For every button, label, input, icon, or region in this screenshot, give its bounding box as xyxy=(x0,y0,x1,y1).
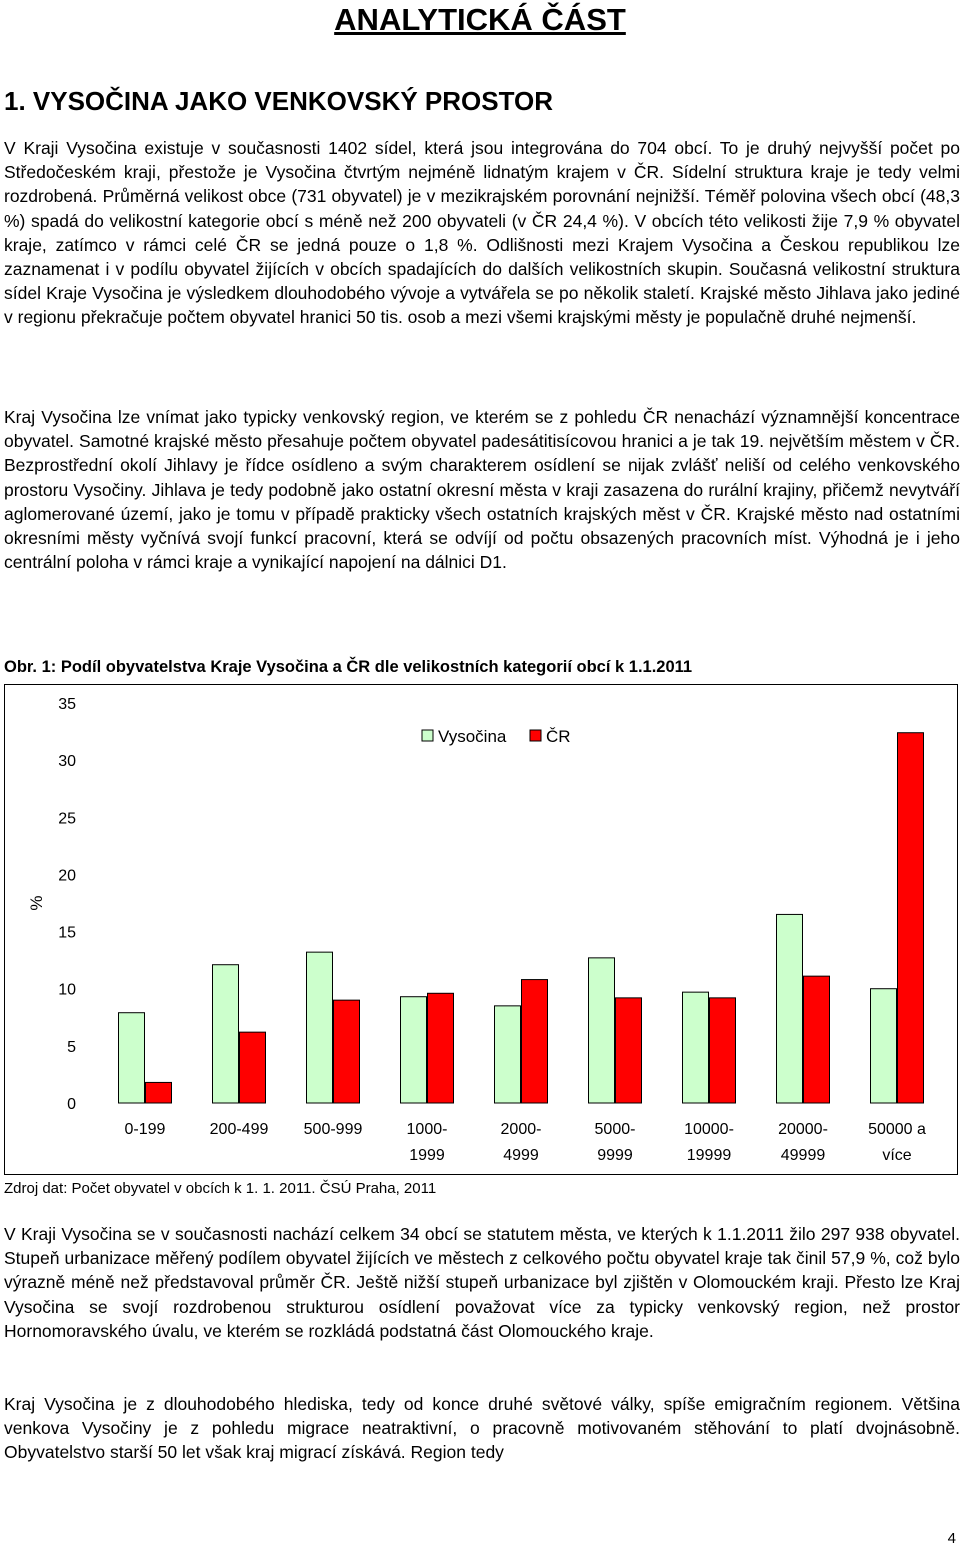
bar-vysocina xyxy=(307,952,333,1103)
x-category-label: 10000- xyxy=(684,1121,734,1138)
page-title: ANALYTICKÁ ČÁST xyxy=(334,2,626,37)
paragraph-2: Kraj Vysočina lze vnímat jako typicky venkovský region, ve kterém se z pohledu ČR nenachází významnější koncentrace obyvatel. Samotné krajské město přesahuje počtem obyvatel padesátitisícovou hranici a je tak 19. největším městem v ČR. Bezprostřední okolí Jihlavy je řídce osídleno a svým charakterem osídlení se nijak zvlášť neliší od celého venkovského prostoru Vysočiny. Jihlava je tedy podobně jako ostatní okresní města v kraji zasazena do rurální krajiny, přičemž nevytváří aglomerované území, jako je tomu v případě prakticky všech ostatních krajských měst v ČR. Krajské město nad ostatními okresními městy vyčnívá svojí funkcí pracovní, která se odvíjí od počtu obsazených pracovních míst. Výhodná je i jeho centrální poloha v rámci kraje a vynikající napojení na dálnici D1. xyxy=(4,407,960,573)
bar-cr xyxy=(522,980,548,1103)
legend-swatch xyxy=(422,730,433,741)
bar-cr xyxy=(334,1000,360,1103)
bar-cr xyxy=(804,976,830,1103)
x-category-label: 5000- xyxy=(594,1121,636,1138)
y-tick-label: 15 xyxy=(58,924,76,942)
bar-vysocina xyxy=(871,989,897,1103)
y-axis-label: % xyxy=(27,895,46,911)
x-category-label: 50000 a xyxy=(868,1121,926,1138)
x-category-label: 1999 xyxy=(409,1147,445,1164)
x-category-label: více xyxy=(882,1147,912,1164)
bar-vysocina xyxy=(683,992,709,1103)
y-tick-label: 5 xyxy=(67,1038,76,1056)
bar-vysocina xyxy=(777,914,803,1103)
page-number: 4 xyxy=(947,1530,956,1547)
x-category-label: 500-999 xyxy=(303,1121,363,1138)
y-tick-label: 10 xyxy=(58,981,76,999)
bar-cr xyxy=(898,733,924,1103)
paragraph-4: Kraj Vysočina je z dlouhodobého hlediska, tedy od konce druhé světové války, spíše emigračním regionem. Většina venkova Vysočiny je z pohledu migrace neatraktivní, o pracovně motivovaném stěhování to platí dvojnásobně. Obyvatelstvo starší 50 let však kraj migrací získává. Region tedy xyxy=(4,1394,960,1463)
x-category-label: 49999 xyxy=(780,1147,826,1164)
bar-cr xyxy=(428,993,454,1103)
y-tick-label: 20 xyxy=(58,867,76,885)
bar-vysocina xyxy=(213,965,239,1103)
x-category-label: 9999 xyxy=(597,1147,633,1164)
x-category-label: 200-499 xyxy=(209,1121,269,1138)
x-category-label: 1000- xyxy=(406,1121,448,1138)
bar-cr xyxy=(240,1032,266,1103)
y-tick-label: 0 xyxy=(67,1096,76,1113)
bar-chart-svg xyxy=(4,684,958,1175)
x-category-label: 2000- xyxy=(500,1121,542,1138)
y-tick-label: 35 xyxy=(58,696,76,713)
source-note: Zdroj dat: Počet obyvatel v obcích k 1. 1. 2011. ČSÚ Praha, 2011 xyxy=(4,1180,437,1197)
bar-vysocina xyxy=(119,1013,145,1103)
y-tick-label: 25 xyxy=(58,810,76,828)
x-category-label: 4999 xyxy=(503,1147,539,1164)
x-category-label: 19999 xyxy=(686,1147,732,1164)
section-heading: 1. VYSOČINA JAKO VENKOVSKÝ PROSTOR xyxy=(4,86,554,116)
bar-chart xyxy=(4,684,958,1175)
bar-cr xyxy=(146,1082,172,1103)
y-tick-label: 30 xyxy=(58,753,76,771)
bar-vysocina xyxy=(495,1006,521,1103)
legend-label: Vysočina xyxy=(438,727,507,746)
bar-cr xyxy=(710,998,736,1103)
x-category-label: 0-199 xyxy=(124,1121,166,1138)
legend-swatch xyxy=(530,730,541,741)
figure-caption: Obr. 1: Podíl obyvatelstva Kraje Vysočina a ČR dle velikostních kategorií obcí k 1.1.2011 xyxy=(4,658,693,676)
bar-vysocina xyxy=(589,958,615,1103)
paragraph-3: V Kraji Vysočina se v současnosti nachází celkem 34 obcí se statutem města, ve kterých k 1.1.2011 žilo 297 938 obyvatel. Stupeň urbanizace měřený podílem obyvatel žijících ve městech z celkového počtu obyvatel kraje tak činil 57,9 %, což bylo výrazně méně než představoval průměr ČR. Ještě nižší stupeň urbanizace byl zjištěn v Olomouckém kraji. Přesto lze Kraj Vysočina se svojí rozdrobenou strukturou osídlení považovat více za typicky venkovský region, než prostor Hornomoravského úvalu, ve kterém se rozkládá podstatná část Olomouckého kraje. xyxy=(4,1224,960,1341)
paragraph-1: V Kraji Vysočina existuje v současnosti 1402 sídel, která jsou integrována do 704 obcí. To je druhý nejvyšší počet po Středočeském kraji, přestože je Vysočina čtvrtým nejméně lidnatým krajem v ČR. Sídelní struktura kraje je tedy velmi rozdrobená. Průměrná velikost obce (731 obyvatel) je v mezikrajském porovnání nejnižší. Téměř polovina všech obcí (48,3 %) spadá do velikostní kategorie obcí s méně než 200 obyvateli (v ČR 24,4 %). V obcích této velikosti žije 7,9 % obyvatel kraje, zatímco v rámci celé ČR se jedná pouze o 1,8 %. Odlišnosti mezi Krajem Vysočina a Českou republikou lze zaznamenat i v podílu obyvatel žijících v obcích spadajících do dalších velikostních skupin. Současná velikostní struktura sídel Kraje Vysočina je výsledkem dlouhodobého vývoje a vytvářela se po několik staletí. Krajské město Jihlava jako jediné v regionu překračuje počtem obyvatel hranici 50 tis. osob a mezi všemi krajskými městy je populačně druhé nejmenší. xyxy=(4,138,960,328)
legend-label: ČR xyxy=(546,727,571,746)
bar-cr xyxy=(616,998,642,1103)
bar-vysocina xyxy=(401,997,427,1103)
x-category-label: 20000- xyxy=(778,1121,828,1138)
